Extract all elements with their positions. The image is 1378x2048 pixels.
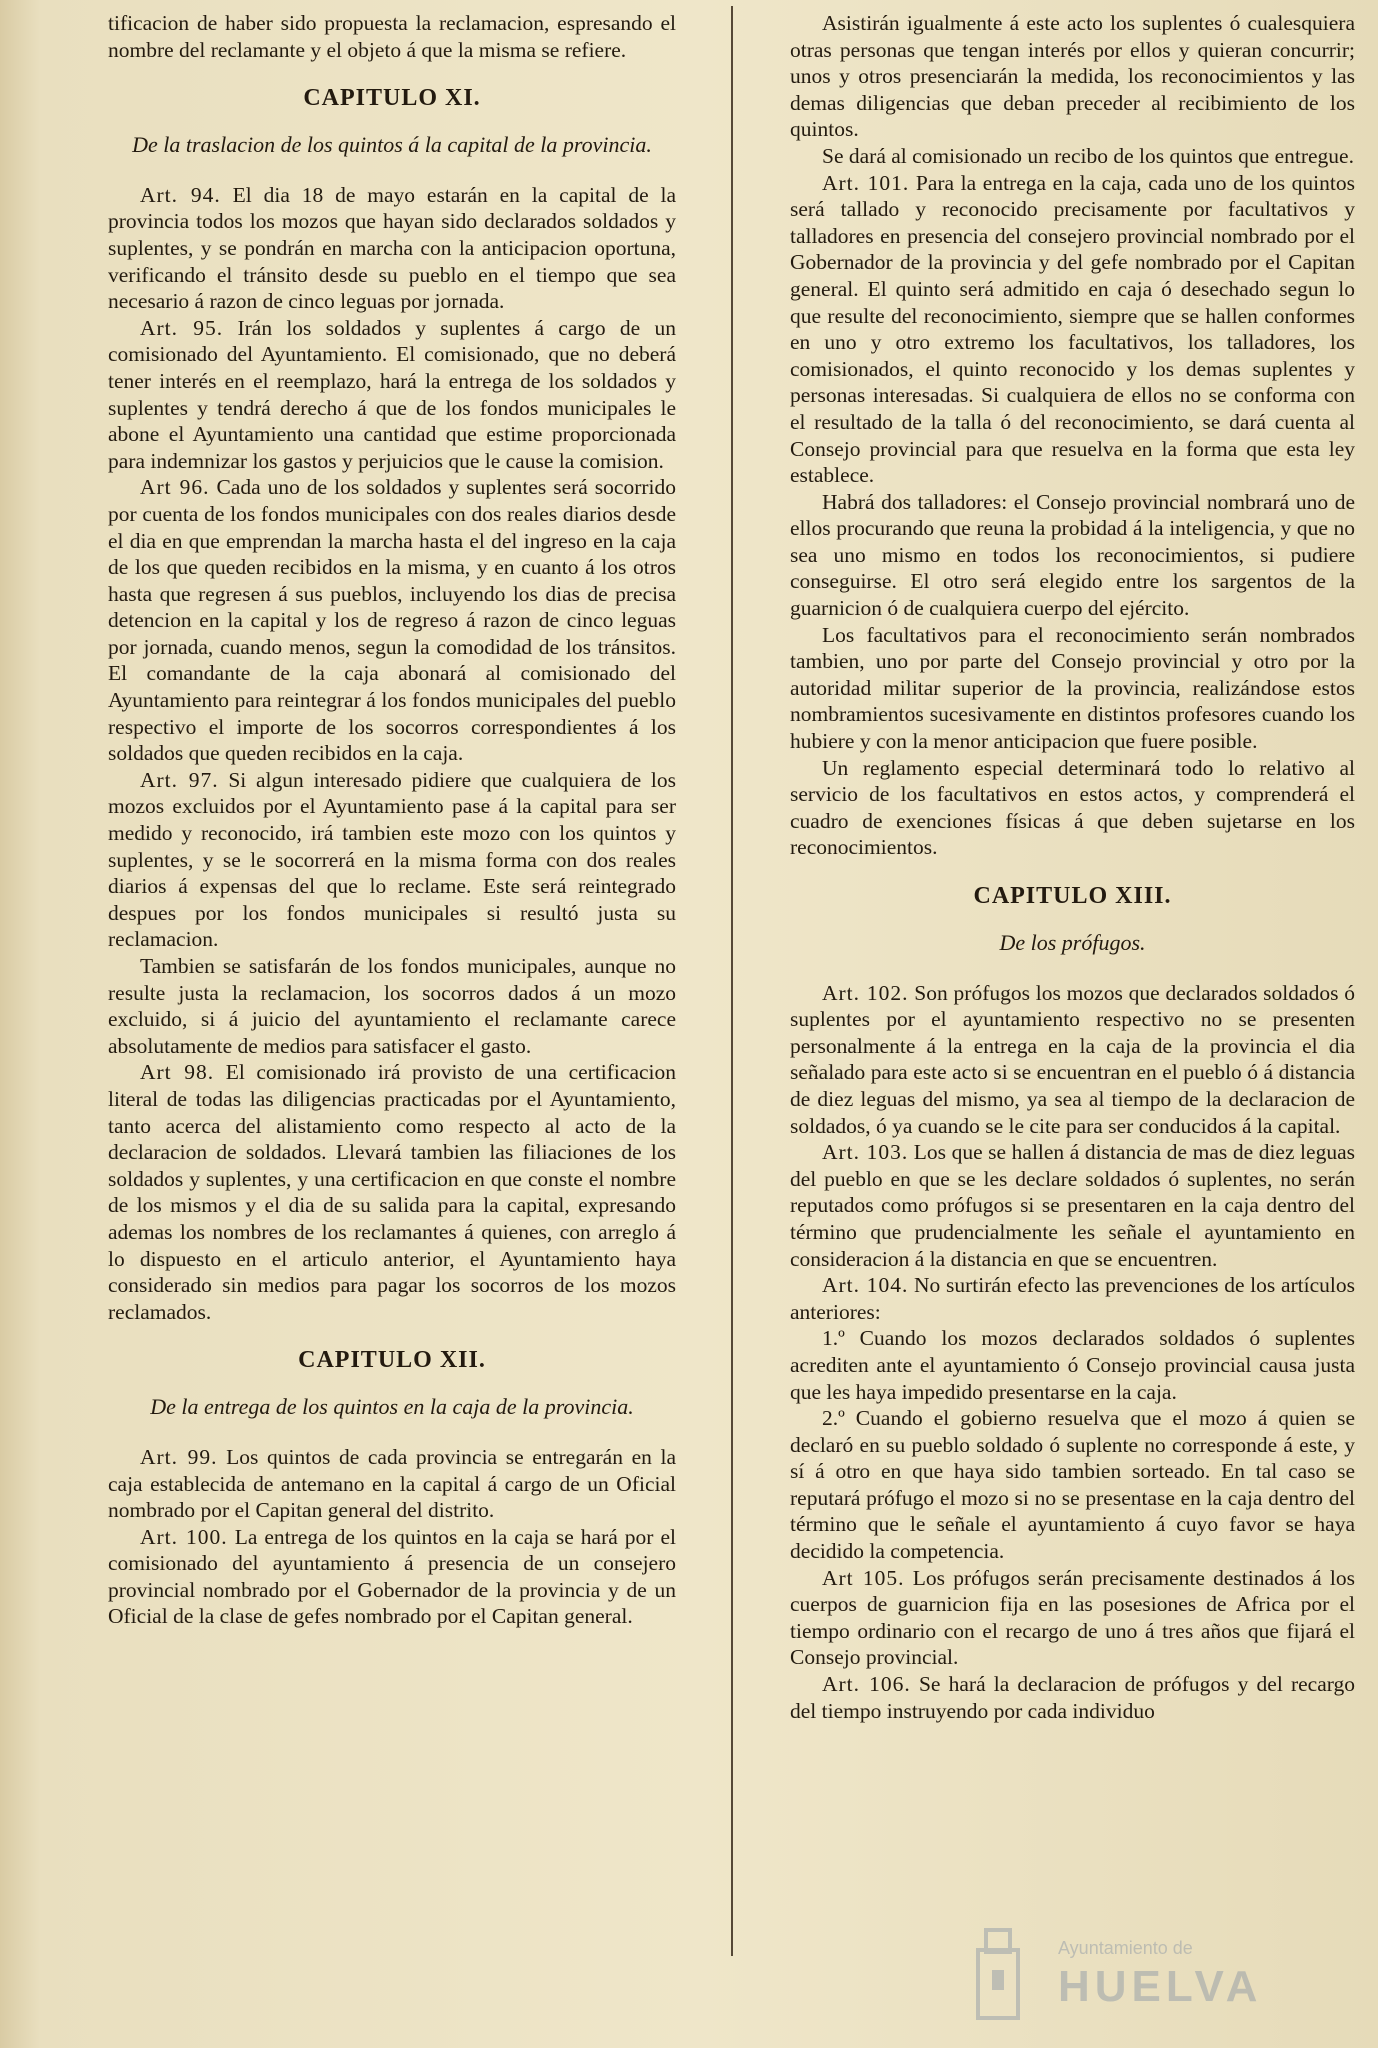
article-number: Art. 95. bbox=[140, 315, 224, 340]
tower-logo-icon bbox=[968, 1925, 1028, 2020]
article-102 bbox=[790, 980, 1355, 1140]
article-text: Los quintos de cada provincia se entregarán en la caja establecida de antemano en la capital á cargo de un Oficial nombrado por el Capitan general del distrito. bbox=[108, 1444, 677, 1523]
article-98 bbox=[108, 1059, 676, 1325]
chapter-heading: CAPITULO XII. bbox=[298, 1347, 486, 1374]
article-number: Art. 97. bbox=[140, 767, 219, 792]
article-text: Los prófugos serán precisamente destinados á los cuerpos de guarnicion fija en las posesiones de Africa por el tiempo ordinario con el recargo de uno á tres años que fijará el Consejo provincial. bbox=[790, 1565, 1355, 1670]
article-text: Cada uno de los soldados y suplentes será socorrido por cuenta de los fondos municipales con dos reales diarios desde el dia en que emprendan la marcha hasta el del ingreso en la caja de los que queden recibidos en la misma, y en cuanto á los otros hasta que regresen á sus pueblos, incluyendo los dias de precisa detencion en la capital y los de regreso á razon de cinco leguas por jornada, cuando menos, segun la comodidad de los tránsitos. El comandante de la caja abonará al comisionado del Ayuntamiento para reintegrar á los fondos municipales del pueblo respectivo el importe de los socorros correspondientes á los soldados que queden recibidos en la caja. bbox=[108, 475, 677, 766]
article-103 bbox=[790, 1139, 1355, 1272]
article-number: Art. 99. bbox=[140, 1444, 218, 1469]
article-text: No surtirán efecto las prevenciones de los artículos anteriores: bbox=[790, 1273, 1355, 1324]
article-text: Si algun interesado pidiere que cualquiera de los mozos excluidos por el Ayuntamiento pase á la capital para ser medido y reconocido, irá tambien este mozo con los quintos y suplentes, y se le socorrerá en la misma forma con dos reales diarios á expensas del que lo reclame. Este será reintegrado despues por los fondos municipales si resultó justa su reclamacion. bbox=[108, 767, 676, 952]
right-column bbox=[790, 10, 1355, 1724]
article-text: Para la entrega en la caja, cada uno de los quintos será tallado y reconocido precisamente por facultativos y talladores en presencia del consejero provincial nombrado por el Gobernador de la provincia y del gefe nombrado por el Capitan general. El quinto será admitido en caja ó desechado segun lo que resulte del reconocimiento, siempre que se hallen conformes en uno y otro extremo los facultativos, los talladores, los comisionados, el quinto reconocido y los demas suplentes y personas interesadas. Si cualquiera de ellos no se conforma con el resultado de la talla ó del reconocimiento, se dará cuenta al Consejo provincial para que resuelva en la forma que esta ley establece. bbox=[790, 170, 1355, 488]
article-100 bbox=[108, 1524, 676, 1630]
article-97 bbox=[108, 767, 676, 953]
article-94 bbox=[108, 182, 676, 315]
article-104 bbox=[790, 1272, 1355, 1325]
article-text: El dia 18 de mayo estarán en la capital de la provincia todos los mozos que hayan sido declarados soldados y suplentes, y se pondrán en marcha con la anticipacion oportuna, verificando el tránsito desde su pueblo en el tiempo que sea necesario á razon de cinco leguas por jornada. bbox=[108, 182, 677, 314]
chapter-title: De la entrega de los quintos en la caja de la provincia. bbox=[150, 1393, 634, 1419]
article-105 bbox=[790, 1565, 1355, 1671]
article-number: Art. 103. bbox=[822, 1140, 909, 1165]
list-item: 1.º Cuando los mozos declarados soldados ó suplentes acrediten ante el ayuntamiento ó Consejo provincial causa justa que les haya impedido presentarse en la caja. bbox=[790, 1326, 1355, 1404]
paragraph: Habrá dos talladores: el Consejo provincial nombrará uno de ellos procurando que reuna la probidad á la inteligencia, y que no sea uno mismo en todos los reconocimientos, si pudiere conseguirse. El otro será elegido entre los sargentos de la guarnicion ó de cualquiera cuerpo del ejército. bbox=[790, 489, 1355, 621]
paragraph: Asistirán igualmente á este acto los suplentes ó cualesquiera otras personas que tengan interés por ellos y quieran concurrir; unos y otros presenciarán la medida, los reconocimientos y las demas diligencias que deban preceder al recibimiento de los quintos. bbox=[790, 11, 1355, 142]
paragraph: Se dará al comisionado un recibo de los quintos que entregue. bbox=[822, 143, 1354, 168]
paragraph: Un reglamento especial determinará todo lo relativo al servicio de los facultativos en estos actos, y comprenderá el cuadro de exenciones físicas á que deben sujetarse en los reconocimientos. bbox=[790, 755, 1355, 860]
watermark bbox=[968, 1920, 1328, 2030]
chapter-title: De la traslacion de los quintos á la capital de la provincia. bbox=[132, 131, 652, 157]
article-number: Art 105. bbox=[822, 1565, 905, 1590]
article-number: Art 96. bbox=[140, 475, 210, 500]
article-text: Los que se hallen á distancia de mas de diez leguas del pueblo en que se les declare soldados ó suplentes, no serán reputados como prófugos si se presentaren en la caja dentro del término que prudencialmente les señale el ayuntamiento en consideracion á la distancia en que se encuentren. bbox=[790, 1140, 1355, 1271]
article-number: Art. 106. bbox=[822, 1672, 911, 1697]
article-99 bbox=[108, 1444, 676, 1524]
article-number: Art 98. bbox=[140, 1060, 215, 1085]
column-divider bbox=[731, 6, 733, 1956]
article-text: La entrega de los quintos en la caja se hará por el comisionado del ayuntamiento á presencia de un consejero provincial nombrado por el Gobernador de la provincia y de un Oficial de la clase de gefes nombrado por el Capitan general. bbox=[108, 1524, 676, 1629]
article-number: Art. 101. bbox=[822, 170, 910, 195]
article-number: Art. 94. bbox=[140, 182, 221, 207]
article-96 bbox=[108, 474, 676, 767]
paragraph: tificacion de haber sido propuesta la reclamacion, espresando el nombre del reclamante y el objeto á que la misma se refiere. bbox=[108, 11, 676, 62]
watermark-line1: Ayuntamiento de bbox=[1058, 1938, 1193, 1958]
article-106 bbox=[790, 1671, 1355, 1724]
paragraph: Tambien se satisfarán de los fondos municipales, aunque no resulte justa la reclamacion, los socorros dados á un mozo excluido, si á juicio del ayuntamiento el reclamante carece absolutamente de medios para satisfacer el gasto. bbox=[108, 954, 676, 1058]
watermark-line2: HUELVA bbox=[1058, 1962, 1263, 2011]
article-text: Son prófugos los mozos que declarados soldados ó suplentes por el ayuntamiento respectivo no se presenten personalmente á la entrega en la caja de la provincia el dia señalado para este acto si se encuentran en el pueblo ó á distancia de diez leguas del mismo, ya sea al tiempo de la declaracion de soldados, ó ya cuando se le cite para ser conducidos á la capital. bbox=[790, 980, 1355, 1138]
article-number: Art. 100. bbox=[140, 1524, 228, 1549]
chapter-heading: CAPITULO XI. bbox=[303, 85, 481, 112]
chapter-heading: CAPITULO XIII. bbox=[973, 883, 1172, 909]
article-text: Irán los soldados y suplentes á cargo de un comisionado del Ayuntamiento. El comisionado, que no deberá tener interés en el reemplazo, hará la entrega de los soldados y suplentes y tendrá derecho á que de los fondos municipales le abone el Ayuntamiento una cantidad que estime proporcionada para indemnizar los gastos y perjuicios que le cause la comision. bbox=[108, 315, 676, 473]
article-101 bbox=[790, 170, 1355, 489]
article-text: El comisionado irá provisto de una certificacion literal de todas las diligencias practicadas por el Ayuntamiento, tanto acerca del alistamiento como respecto al acto de la declaracion de soldados. Llevará tambien las filiaciones de los soldados y suplentes, y una certificacion en que conste el nombre de los mismos y el dia de su salida para la capital, expresando ademas los nombres de los reclamantes á quienes, con arreglo á lo dispuesto en el articulo anterior, el Ayuntamiento haya considerado sin medios para pagar los socorros de los mozos reclamados. bbox=[108, 1060, 676, 1324]
article-95 bbox=[108, 315, 676, 475]
chapter-title: De los prófugos. bbox=[999, 929, 1146, 955]
paragraph: Los facultativos para el reconocimiento serán nombrados tambien, uno por parte del Consejo provincial y otro por la autoridad militar superior de la provincia, realizándose estos nombramientos sucesivamente en distintos profesores cuando los hubiere y con la menor anticipacion que fuere posible. bbox=[790, 622, 1355, 754]
left-column bbox=[108, 10, 676, 1630]
list-item: 2.º Cuando el gobierno resuelva que el mozo á quien se declaró en su pueblo soldado ó suplente no corresponde á este, y sí á otro en que haya sido tambien sorteado. En tal caso se reputará prófugo el mozo si no se presentase en la caja dentro del término que le señale el ayuntamiento á cuyo favor se haya decidido la competencia. bbox=[790, 1406, 1355, 1564]
article-number: Art. 102. bbox=[822, 980, 909, 1005]
article-number: Art. 104. bbox=[822, 1273, 909, 1298]
article-text: Se hará la declaracion de prófugos y del recargo del tiempo instruyendo por cada individuo bbox=[790, 1672, 1356, 1723]
